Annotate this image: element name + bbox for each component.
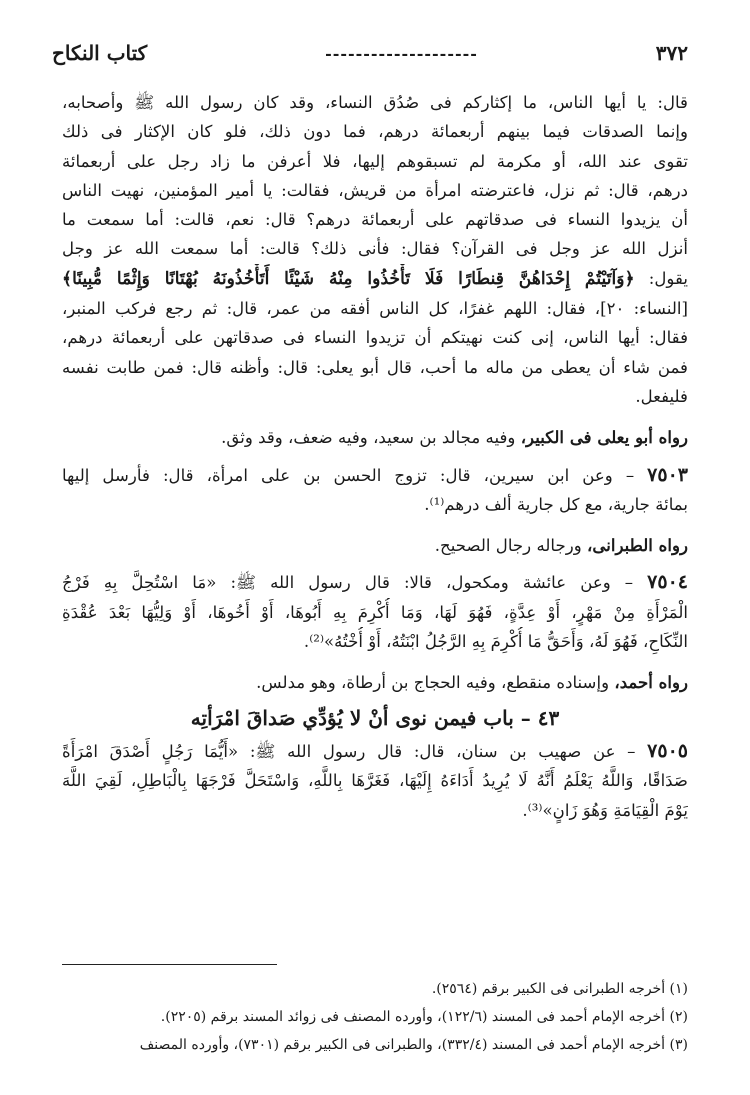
page-header <box>52 36 688 70</box>
quran-line <box>62 264 688 294</box>
narration-source: رواه الطبرانى، <box>587 535 688 556</box>
body-line: تقوى عند الله، أو مكرمة لم تسبقوهم إليها، فلا أعرفن ما زاد رجل على أربعمائة <box>62 151 688 171</box>
hadith-number: ٧٥٠٣ <box>647 463 688 486</box>
hadith-7505 <box>62 737 688 766</box>
hadith-number: ٧٥٠٤ <box>647 571 688 594</box>
body-line: أن يزيدوا النساء فى صدقاتهم على أربعمائة درهم؟ قال: نعم، قالت: أما سمعت ما <box>62 210 688 230</box>
body-line: درهم، قال: ثم نزل، فاعترضته امرأة من قريش، فقالت: يا أمير المؤمنين، نهيت الناس <box>62 180 688 200</box>
narration-note <box>62 668 688 697</box>
narration-note <box>62 423 688 452</box>
hadith-line: النِّكَاحِ، فَهُوَ لَهُ، وَأَحَقُّ مَا أُكْرِمَ بِهِ الرَّجُلُ ابْنَتُهُ، أَوْ أُخْتُهُ»⁽²⁾. <box>303 632 688 652</box>
footnote: (٢) أخرجه الإمام أحمد فى المسند (١٢٢/٦)، وأورده المصنف فى زوائد المسند برقم (٢٢٠٥). <box>160 1009 688 1025</box>
footnote-divider <box>62 964 277 965</box>
body-line: فمن شاء أن يعطى من ماله ما أحب، قال أبو يعلى: قال: وأظنه قال: فمن طابت نفسه <box>62 357 688 377</box>
hadith-line: صَدَاقًا، وَاللَّهُ يَعْلَمُ أَنَّهُ لَا يُرِيدُ أَدَاءَهُ إِلَيْهَا، فَغَرَّهَا بِاللَّهِ، وَاسْتَحَلَّ فَرْجَهَا بِالْبَاطِلِ، لَقِيَ اللَّهَ <box>62 771 688 791</box>
body-line: [النساء: ٢٠]، فقال: اللهم غفرًا، كل الناس أفقه من عمر، قال: ثم رجع فركب المنبر، <box>62 299 688 319</box>
hadith-text: – عن صهيب بن سنان، قال: قال رسول الله ﷺ: «أَيُّمَا رَجُلٍ أَصْدَقَ امْرَأَةً <box>62 741 648 761</box>
narration-note <box>62 531 688 560</box>
chapter-number: ٤٣ <box>537 705 560 730</box>
footnote: (٣) أخرجه الإمام أحمد فى المسند (٣٣٢/٤)، والطبرانى فى الكبير برقم (٧٣٠١)، وأورده المصنف <box>139 1037 688 1053</box>
page-body <box>62 88 688 825</box>
chapter-title: – باب فيمن نوى أنْ لا يُؤدِّي صَداقَ امْرَأتِه <box>190 705 538 730</box>
quran-prefix: يقول: <box>634 268 688 288</box>
hadith-line: الْمَرْأَةِ مِنْ مَهْرٍ، أَوْ عِدَّةٍ، فَهُوَ لَهَا، وَمَا أُكْرِمَ بِهِ أَبُوهَا، أَوْ أَخُوهَا، أَوْ وَلِيُّهَا بَعْدَ عُقْدَةِ <box>62 602 688 622</box>
body-line: أنزل الله عز وجل فى القرآن؟ فقال: فأنى ذلك؟ قالت: أما سمعت الله عز وجل <box>62 239 688 259</box>
hadith-text: – وعن ابن سيرين، قال: تزوج الحسن بن على امرأة، قال: فأرسل إليها <box>62 465 648 485</box>
narration-text: ورجاله رجال الصحيح. <box>434 536 588 556</box>
hadith-7504 <box>62 568 688 597</box>
hadith-7503 <box>62 461 688 490</box>
body-line: فقال: أيها الناس، إنى كنت نهيتكم أن تزيدوا النساء فى صدقاتهن على أربعمائة درهم، <box>62 328 688 348</box>
hadith-line: بمائة جارية، مع كل جارية ألف درهم⁽¹⁾. <box>424 494 688 514</box>
footnotes <box>62 975 688 1059</box>
page-number: ٣٧٢ <box>655 41 688 65</box>
body-line: قال: يا أيها الناس، ما إكثاركم فى صُدُق النساء، وقد كان رسول الله ﷺ وأصحابه، <box>62 93 688 112</box>
chapter-heading <box>62 704 688 733</box>
body-line: وإنما الصدقات فيما بينهم أربعمائة درهم، فما دون ذلك، فلو كان الإكثار فى ذلك <box>62 122 688 142</box>
hadith-line: يَوْمَ الْقِيَامَةِ وَهُوَ زَانٍ»⁽³⁾. <box>522 800 688 820</box>
chapter-running-title: كتاب النكاح <box>52 41 148 65</box>
hadith-text: – وعن عائشة ومكحول، قالا: قال رسول الله ﷺ: «مَا اسْتُحِلَّ بِهِ فَرْجُ <box>62 573 648 593</box>
footnote: (١) أخرجه الطبرانى فى الكبير برقم (٢٥٦٤). <box>431 981 688 997</box>
narration-text: وإسناده منقطع، وفيه الحجاج بن أرطاة، وهو مدلس. <box>256 673 615 693</box>
quran-verse: ﴿وَآتَيْتُمْ إِحْدَاهُنَّ قِنطَارًا فَلَا تَأْخُذُوا مِنْهُ شَيْئًا أَتَأْخُذُونَهُ بُهْتَانًا وَإِثْمًا مُّبِينًا﴾ <box>62 268 635 289</box>
narration-source: رواه أبو يعلى فى الكبير، <box>520 427 688 448</box>
hadith-number: ٧٥٠٥ <box>647 739 688 762</box>
body-line: فليفعل. <box>635 386 688 406</box>
header-dashes: -------------------- <box>325 43 478 63</box>
narration-text: وفيه مجالد بن سعيد، وفيه ضعف، وقد وثق. <box>221 428 521 448</box>
narration-source: رواه أحمد، <box>614 672 688 693</box>
